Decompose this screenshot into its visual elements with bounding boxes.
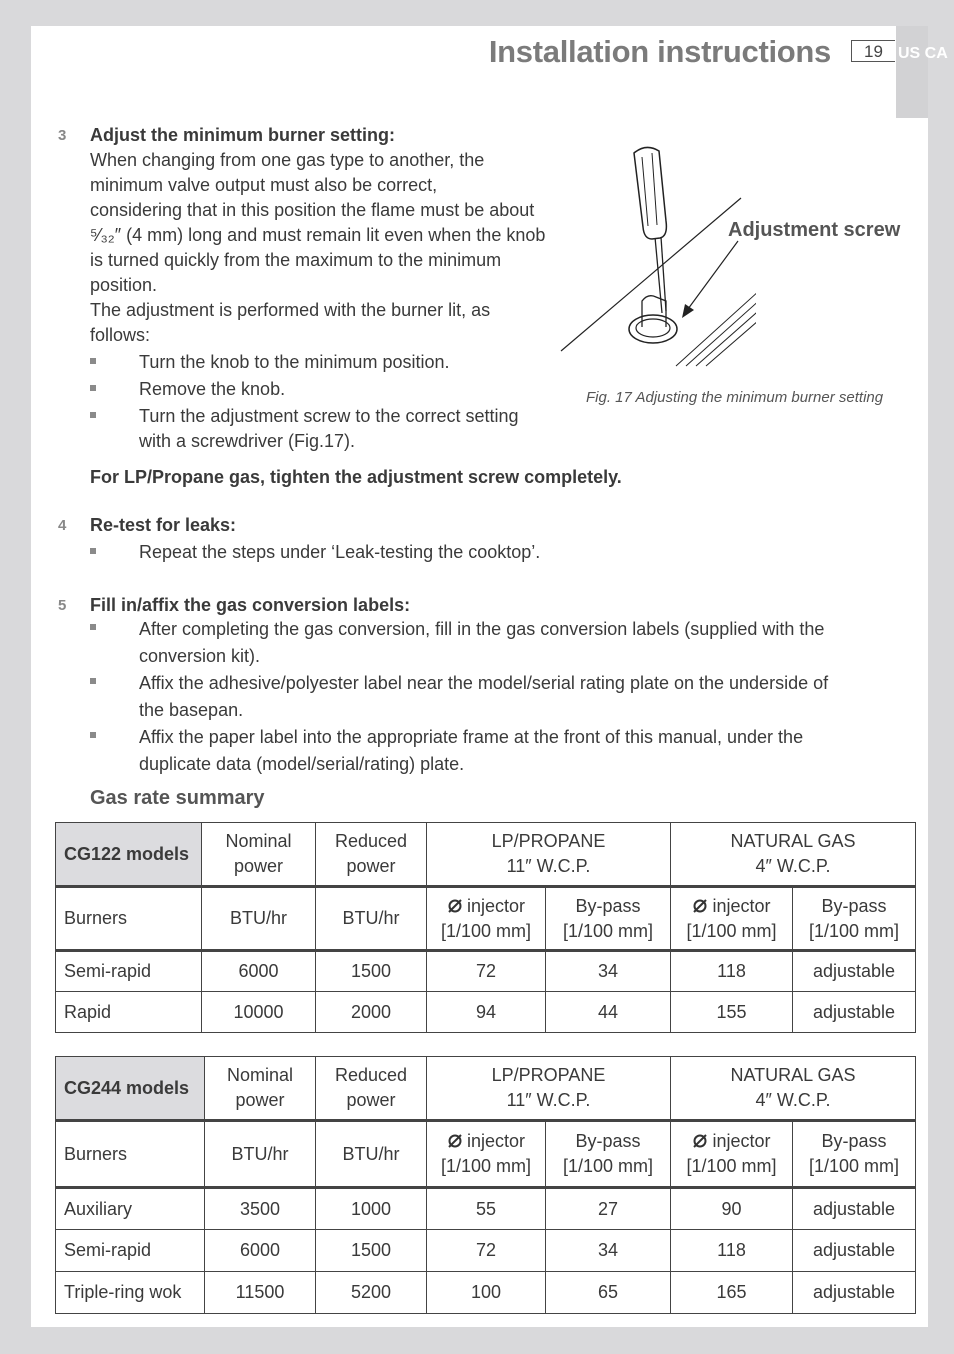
table-cell: 155: [671, 992, 793, 1033]
table-cell: 1500: [316, 1230, 427, 1272]
table-cell: 1500: [316, 951, 427, 992]
para-line: is turned quickly from the maximum to the minimum: [90, 250, 502, 270]
step-title: Fill in/affix the gas conversion labels:: [90, 595, 411, 615]
table-cell: 72: [427, 951, 546, 992]
bullet-marker: [90, 412, 96, 418]
table-row: [56, 951, 916, 992]
burners-header: Burners: [56, 1121, 205, 1188]
reduced-power-header: Reduced power: [316, 1057, 427, 1121]
list-item: [139, 616, 824, 670]
table-cell: 100: [427, 1272, 546, 1314]
gas-rate-table-cg244: [55, 1056, 916, 1314]
lp-propane-header: LP/PROPANE 11″ W.C.P.: [427, 823, 671, 887]
table-cell: 44: [546, 992, 671, 1033]
table-cell: 118: [671, 1230, 793, 1272]
step-number: 4: [58, 517, 67, 534]
para-line: ⁵⁄₃₂″ (4 mm) long and must remain lit even when the knob: [90, 225, 546, 245]
screwdriver-figure: [556, 141, 756, 381]
list-item-line: with a screwdriver (Fig.17).: [139, 431, 356, 451]
table-cell: 6000: [202, 951, 316, 992]
burner-name: Semi-rapid: [56, 1230, 205, 1272]
para-line: position.: [90, 275, 158, 295]
table-cell: 27: [546, 1188, 671, 1230]
step-number: 3: [58, 127, 67, 144]
para-line: considering that in this position the flame must be about: [90, 200, 535, 220]
bypass-header: By-pass [1/100 mm]: [793, 1121, 916, 1188]
table-cell: 3500: [205, 1188, 316, 1230]
para-line: minimum valve output must also be correct,: [90, 175, 438, 195]
table-cell: 2000: [316, 992, 427, 1033]
gas-rate-table-cg122: [55, 822, 916, 1033]
page-title: Installation instructions: [488, 34, 831, 69]
table-cell: 1000: [316, 1188, 427, 1230]
table-cell: adjustable: [793, 1188, 916, 1230]
diameter-icon: [692, 1133, 708, 1149]
table-row: [56, 1188, 916, 1230]
nominal-power-header: Nominal power: [205, 1057, 316, 1121]
list-item: Repeat the steps under ‘Leak-testing the cooktop’.: [139, 542, 541, 562]
table-subheader-row: [56, 887, 916, 951]
injector-header: injector [1/100 mm]: [671, 1121, 793, 1188]
para-line: The adjustment is performed with the burner lit, as: [90, 300, 491, 320]
list-item: [139, 724, 803, 778]
gas-rate-title: Gas rate summary: [90, 787, 265, 809]
list-item-line: duplicate data (model/serial/rating) plate.: [139, 754, 465, 774]
table-row: [56, 992, 916, 1033]
injector-header: injector [1/100 mm]: [427, 887, 546, 951]
bypass-header: By-pass [1/100 mm]: [793, 887, 916, 951]
table-subheader-row: [56, 1121, 916, 1188]
list-item-line: conversion kit).: [139, 646, 261, 666]
list-item-line: Affix the paper label into the appropriate frame at the front of this manual, under the: [139, 727, 804, 747]
bullet-marker: [90, 624, 96, 630]
btu-header: BTU/hr: [202, 887, 316, 951]
region-tab: [896, 26, 928, 118]
list-item-line: Turn the adjustment screw to the correct setting: [139, 406, 519, 426]
list-item-line: After completing the gas conversion, fill in the gas conversion labels (supplied with the: [139, 619, 825, 639]
table-cell: 11500: [205, 1272, 316, 1314]
list-item-line: the basepan.: [139, 700, 244, 720]
reduced-power-header: Reduced power: [316, 823, 427, 887]
table-cell: 10000: [202, 992, 316, 1033]
figure-caption: Fig. 17 Adjusting the minimum burner setting: [586, 389, 884, 406]
table-cell: adjustable: [793, 1272, 916, 1314]
list-item: [139, 670, 828, 724]
bullet-marker: [90, 358, 96, 364]
table-cell: 118: [671, 951, 793, 992]
table-cell: 94: [427, 992, 546, 1033]
bypass-header: By-pass [1/100 mm]: [546, 1121, 671, 1188]
para-line: When changing from one gas type to another, the: [90, 150, 485, 170]
table-header-row: [56, 823, 916, 887]
btu-header: BTU/hr: [316, 1121, 427, 1188]
btu-header: BTU/hr: [316, 887, 427, 951]
propane-note: For LP/Propane gas, tighten the adjustment screw completely.: [90, 467, 622, 487]
bullet-marker: [90, 678, 96, 684]
step-number: 5: [58, 597, 67, 614]
table-cell: adjustable: [793, 1230, 916, 1272]
table-cell: 90: [671, 1188, 793, 1230]
diameter-icon: [447, 1133, 463, 1149]
table-cell: adjustable: [793, 951, 916, 992]
table-cell: 5200: [316, 1272, 427, 1314]
bullet-marker: [90, 548, 96, 554]
diameter-icon: [692, 898, 708, 914]
step-title: Re-test for leaks:: [90, 515, 237, 535]
natural-gas-header: NATURAL GAS 4″ W.C.P.: [671, 1057, 916, 1121]
bullet-marker: [90, 732, 96, 738]
model-cell: CG122 models: [56, 823, 202, 887]
nominal-power-header: Nominal power: [202, 823, 316, 887]
table-cell: 6000: [205, 1230, 316, 1272]
page-number: 19: [851, 40, 895, 62]
burner-name: Auxiliary: [56, 1188, 205, 1230]
step3-paragraph: [90, 148, 580, 348]
list-item: Turn the knob to the minimum position.: [139, 352, 450, 372]
para-line: follows:: [90, 325, 151, 345]
manual-page: [31, 26, 948, 1327]
lp-propane-header: LP/PROPANE 11″ W.C.P.: [427, 1057, 671, 1121]
injector-header: injector [1/100 mm]: [671, 887, 793, 951]
btu-header: BTU/hr: [205, 1121, 316, 1188]
table-cell: 34: [546, 1230, 671, 1272]
burner-name: Triple-ring wok: [56, 1272, 205, 1314]
table-cell: 72: [427, 1230, 546, 1272]
region-label: US CA: [898, 45, 948, 62]
burners-header: Burners: [56, 887, 202, 951]
natural-gas-header: NATURAL GAS 4″ W.C.P.: [671, 823, 916, 887]
table-header-row: [56, 1057, 916, 1121]
bypass-header: By-pass [1/100 mm]: [546, 887, 671, 951]
burner-name: Rapid: [56, 992, 202, 1033]
table-cell: 55: [427, 1188, 546, 1230]
bullet-marker: [90, 385, 96, 391]
list-item: Remove the knob.: [139, 379, 286, 399]
table-cell: 34: [546, 951, 671, 992]
table-row: [56, 1230, 916, 1272]
table-row: [56, 1272, 916, 1314]
step-title: Adjust the minimum burner setting:: [90, 125, 396, 145]
list-item-line: Affix the adhesive/polyester label near the model/serial rating plate on the underside of: [139, 673, 829, 693]
table-cell: adjustable: [793, 992, 916, 1033]
list-item: [139, 403, 519, 455]
diameter-icon: [447, 898, 463, 914]
adjustment-screw-label: Adjustment screw: [728, 219, 901, 241]
burner-name: Semi-rapid: [56, 951, 202, 992]
model-cell: CG244 models: [56, 1057, 205, 1121]
injector-header: injector [1/100 mm]: [427, 1121, 546, 1188]
table-cell: 65: [546, 1272, 671, 1314]
table-cell: 165: [671, 1272, 793, 1314]
